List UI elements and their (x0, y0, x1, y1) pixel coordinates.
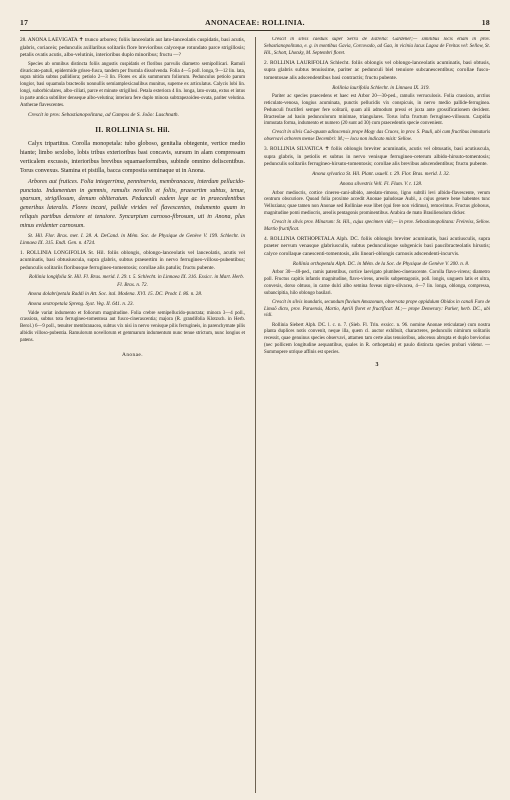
species-4-locality: Crescit in silvis inundatis, secundum fluvium Amazonum, observata prope oppidulum Obidos in canali Furo de Limaõ dicto, prov. Paraensis, Martio, Aprili floret et fructificat: M.;— prope Demerary: Parker, herb. DC., ubi vidi. (264, 299, 490, 319)
species-4-reference: Rollinia orthopetala Alph. DC. in Mém. de la Soc. de Physique de Genève V. 200. n. 8. (292, 260, 470, 267)
two-column-body (20, 37, 490, 793)
species-2-description: Pariter ac species praecedens et haec est Arbor 20—30-ped., ramulis verruculosis. Folia crassiora, arctius reticulato-venosa, longius acuminata, punctis pellucidis vix conspicuis, in nervo medio pallide-ferruginea. Pedunculi fructiferi semper fere solitarii, quam alii admodum pressi et juxta ante grossificationem decident. Bracteolae ad basin pedunculorum minimae, triangulares. Torus infra fructum ferrugineo-villosum. Carpidia immutata forma, indumento et numero (20 sunt ad 30) cum praecedentis specie convenient. (264, 94, 490, 127)
species-1-description: Valde variat indumento et foliorum magnitudine. Folia crebre semipellucido-punctata; minora 3—4 poll., crassiora, subtus tota ferrugineo-tomentosa aut fusco-cinerascentia; majora (R. grandifolia Klotzsch. in Herb. Berol.) 6—9 poll., tenuiter membranacea, subtus vix nisi in nervo venisque pilis ferrugineis, in parenchymate pilis albidis villoso-pubentia. Ramulorum novellorum et gemmarum indumentum nunc tenue strictum, nunc longius et patens. (20, 310, 246, 343)
species-2-reference: Rollinia laurifolia Schlecht. in Linnaea IX. 319. (332, 84, 430, 91)
species-4-description: Arbor 30—40-ped., ramis patentibus, cortice laevigato plumbeo-cinerascente. Corolla flavo-virens; diametro poll. Fructus capitis infantis magnitudine, flavo-virens, areolis subpentagonis, poll. longis, unguem latis et ultra, convexis, dorso obtuso, in carne dulci albo semina foveas nigro-olivacea, 4—7 lin. longa, oblonga, compressa, subancipitia, hilo oblongo basilari. (264, 270, 490, 296)
species-2-locality: Crescit in silvis Caá-apuam adinscensis prope Mogy das Cruces, in prov. S. Pauli, ubi cum fructibus immaturis observavi arborem mense Decembri: M.;— locu non indicato misit: Sellow. (264, 130, 490, 143)
page-number: 17 (20, 18, 29, 27)
species-3-diagnosis: 3. ROLLINIA SILVATICA ✝ foliis oblongis breviter acuminatis, acutis vel obtusatis, basi acutiuscula, supra glabris, in petiolis et subtus in nervo venisque ferrugineo-ceterum albido-hirsuto-tomentosis; pedunculis solitariis ferrugineo-hirsuto-tomentosis; corollae alis brevibus adscendentibus; fructu pubente. (264, 146, 490, 168)
species-3-locality: Crescit in silvis prov. Minarum: St. Hil., cujus specimen vidi;— in prov. Sebastianopolitana: Freireiss, Sellow. Martio fructificat. (264, 219, 490, 232)
running-title: ANONACEAE: ROLLINIA. (205, 18, 305, 27)
species-1-diagnosis: 1. ROLLINIA LONGIFOLIA St. Hil. foliis oblongis, oblongo-lanceolatis vel lanceolatis, acutis vel acuminatis, basi obtusiuscula, supra glabris, subtus praesertim in nervo ferrugineo-villoso-pubentibus; pedunculis solitariis floribusque ferrugineo-tomentosis; corollae alis patulis; fructu pubente. (20, 249, 246, 271)
species-3-reference: Anona sylvatica St. Hil. Plant. usuell. t. 29. Flor. Bras. merid. I. 32. (312, 171, 450, 178)
plate-number: 18 (481, 18, 490, 27)
species-28-description: Species ab omnibus distincta foliis angustis cuspidatis et floribus parvulis diametro semipollicari. Ramuli divaricato-patuli, epidermide griseo-fusca, tandem per frustula dissolvenda. Folia 4—5 poll. longa, 9—12 lin. lata, supra nitida subtus pallidiora; petiolo 2—3 lin. Flores ex alis summorum foliorum. Pedunculus petiolo parum longior, basi squamula bracteolis nonnullis semiamplexicaulibus munitus, superne ex articulatus. Calycis lobi lin. longi, suborbiculares, albo-ciliati, parce et minute strigillosi. Petala exteriora 4 lin. longa, lato-ovata, extus et intus in parte antica subtiliter denseque albo-velutina; interiora fere duplo minora subtrapezoideo-ovata, pariter velutina. Antherae flavescentes. (20, 61, 246, 108)
species-28-diagnosis: 28. ANONA LAEVIGATA ✝ trunco arboreo; foliis lanceolatis aut lato-lanceolatis cuspidatis, basi acutis, glabris, coriaceis; pedunculis axillaribus solitariis flore brevioribus calyceque rotundato parce strigillosis; petalis ovatis acutis, albo-velutinis, interioribus duplo minoribus; fructu —? (20, 37, 246, 59)
species-4-note: Rollinia Siebert Alph. DC. l. c. n. 7. (Sieb. Fl. Trin. exsicc. n. 96. nomine Anonae reticulatae) cum nostra planta duplices notis convenit, neque illa, quem cl. auctor exhibuit, characteres, pedunculis nimirum solitariis recessit, quae genuinus species observavi, attamen tam certe alas tenuioribus, adscensu abrupta et duplo breviorius (nec pollicem longitudine aequantibus, quales in R. orthopetala) et paulo distincta species probari videtur. — Summopere utrique affinis est species. (264, 322, 490, 355)
species-2-diagnosis: 2. ROLLINIA LAURIFOLIA Schlecht. foliis oblongis vel oblongo-lanceolatis acuminatis, basi obtusis, supra glabris subtus tenuissime, pariter ac pedunculi biel tenuiore subcanescentibus; corollae fusco-tomentosae alis adscendentibus basi contractis; fructu pubente. (264, 59, 490, 81)
species-1-reference: Rollinia longifolia St. Hil. Fl. Bras. merid. I. 29. t. 5. Schlecht. in Linnaea IX. 316. Exsicc. in Mart. Herb. Fl. Bras. n. 72. (28, 274, 245, 288)
genus-habit: Arbores aut frutices. Folia integerrima, penninervia, membranacea, interdum pellucido-punctata. Indumentum in gemmis, ramulis novellis et foliis, praesertim subtus, tenue, sparsum, strigillosum, demum obliteratum. Pedunculi eadem lege ac in praecedentibus generibus lateralis. Flores incani, pallide virides vel flavescentes, indumento quam in reliquis partibus densiore et tenuiore. Syncarpium carnoso-fibrosum, uti in Anona, plus minus evidenter carnosum. (20, 178, 246, 229)
species-1-synonym-2: Anona sextropetala Spreng. Syst. Veg. II. 641. n. 23. (28, 300, 134, 307)
species-3-description: Arbor mediocris, cortice cinereo-cani-albido, areolato-rimoso, ligno subtili levi albido-flavescente, verum centrum obscuriore. Quoad folia proxime accedit Anonae paludosae Aubl., a cujus genere bene habentes tunc Velloziana; quae tamen non Anonae sed Rolliniae esse libet (qui fere non vidimus), removimus. Fructus globosus, magnitudine pomi mediocris, areolis pentagonis prominentibus. Arabica de mato Brasilienolum dicker. (264, 190, 490, 216)
genus-description: Calyx tripartitus. Corolla monopetala: tubo globoso, genitalia obtegente, vertice medio hiante; limbo sexlobo, lobis tribus exterioribus basi concavis, sursum in alam compressam verticalem excussis, interioribus brevibus squamaeformibus, subinde omnino deliscentibus. Torus convexus. Stamina et pistilla, bacca composita seminaque ut in Anona. (20, 141, 246, 174)
running-header (20, 18, 490, 31)
species-28-locality: Crescit in prov. Sebastianopolitana, ad Campos de S. João: Luschnath. (28, 111, 179, 118)
catchword: Anonae. (122, 352, 143, 359)
right-column (255, 37, 490, 793)
genus-references: St. Hil. Flor. Bras. mer. I. 28. A. DeCand. in Mém. Soc. de Physique de Genève V. 199. Schlecht. in Linnaea IX. 315. Endl. Gen. n. 4724. (20, 232, 246, 246)
species-1-locality: Crescit in silvis caeduis super Serra de Estrella: Gardener;— similibus locis etiam in prov. Sebastianopolitana, e. g. in montibus Gavia, Corcovado, ad Gaa, in vicinia lacus Lagoa de Freitas vel: Sellow, St. Hil., Schott, Lhotsky, M. Septembri floret. (264, 37, 490, 56)
species-3-reference-2: Anona silvestris Vell. Fl. Flum. V. t. 128. (339, 180, 423, 187)
genus-heading: II. ROLLINIA St. Hil. (95, 126, 170, 135)
left-column (20, 37, 245, 793)
signature-mark: 3 (375, 362, 379, 369)
species-1-synonym-1: Anona dolabripetala Raddi in Att. Soc. ital. Modena. XVI. 15. DC. Prodr. I. 86. n. 28. (28, 291, 203, 298)
species-4-diagnosis: 4. ROLLINIA ORTHOPETALA Alph. DC. foliis oblongis breviter acuminatis, basi acutiusculis, supra praeter nervum venasque glabriusculis, subtus pedunculisque subgenicis basi paucibracteolatis hirsutis; calyce corollaque canescenti-tomentosis, alis lineari-oblongis carnosis adscendenti-incurvis. (264, 235, 490, 257)
